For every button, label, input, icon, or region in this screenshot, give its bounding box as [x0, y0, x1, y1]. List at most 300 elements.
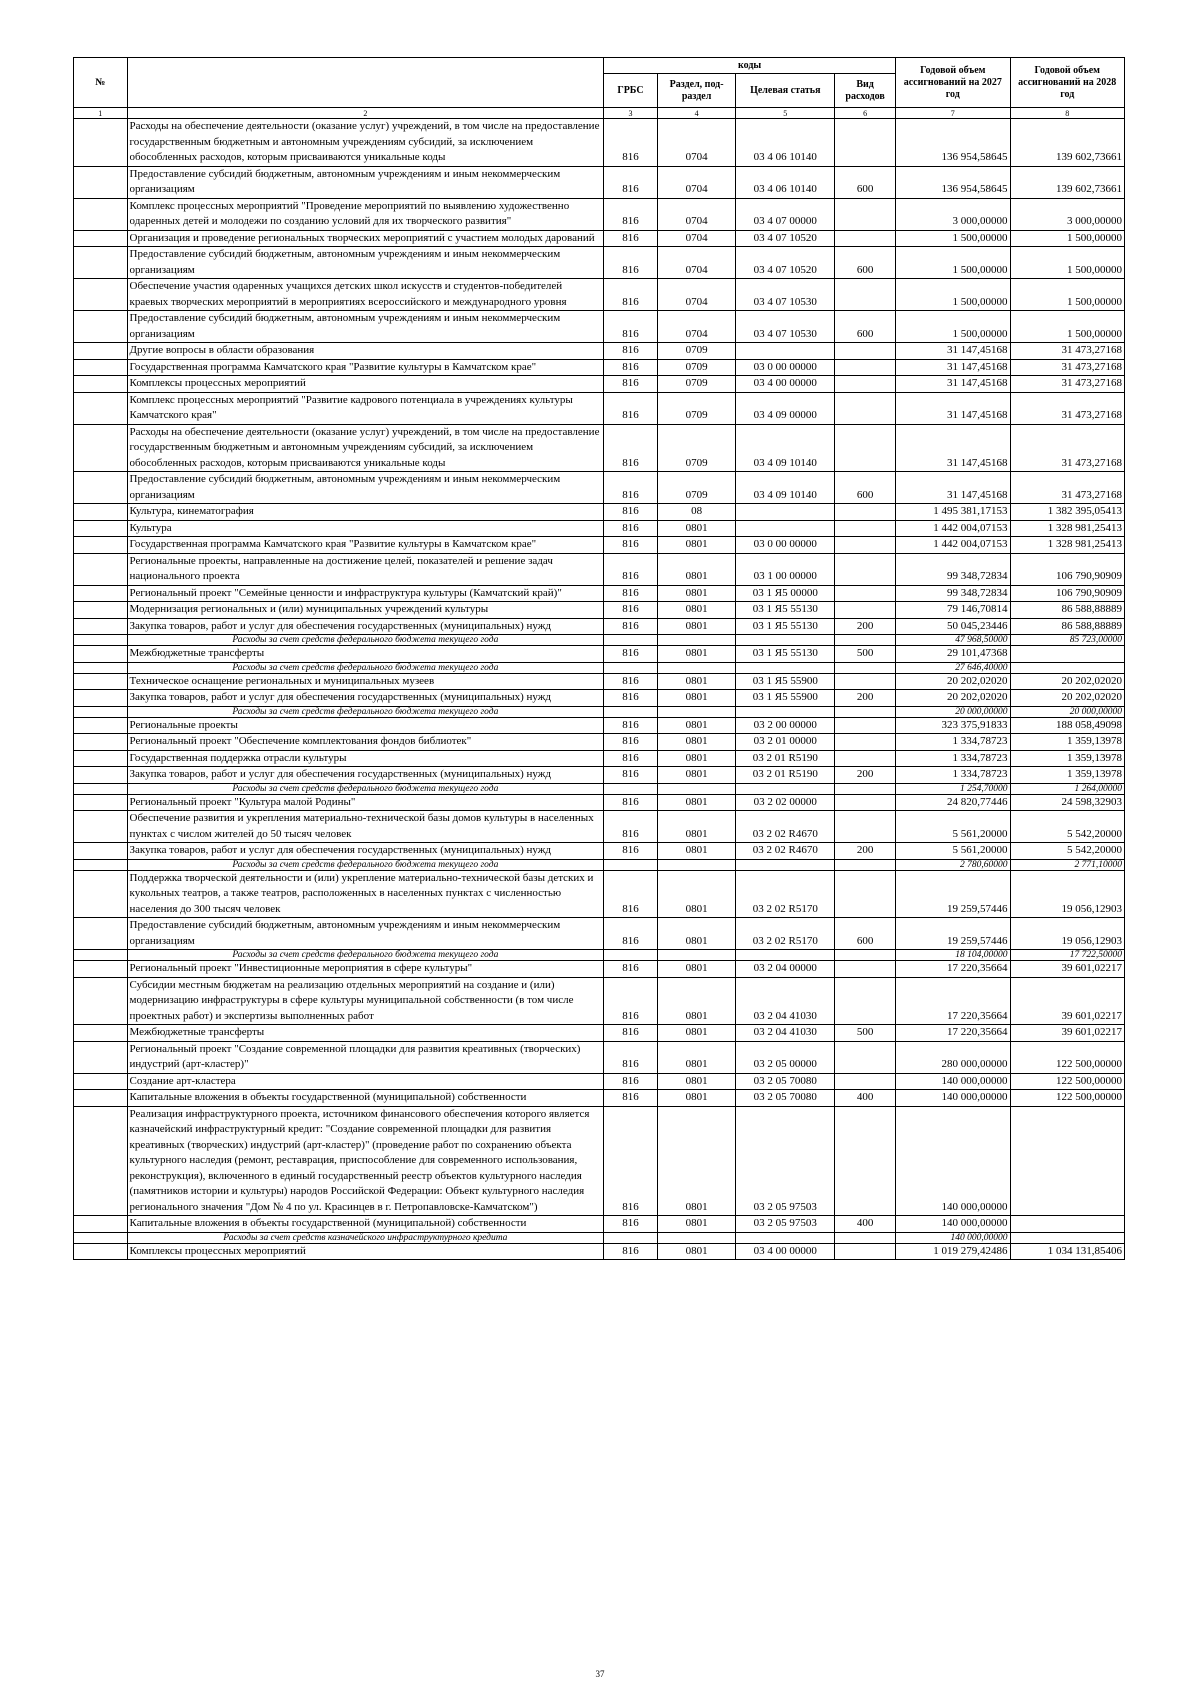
row-grbs	[604, 859, 658, 870]
row-target	[736, 706, 835, 717]
row-target: 03 4 00 00000	[736, 376, 835, 393]
row-section: 0704	[657, 279, 736, 311]
note-amount-2027: 47 968,50000	[896, 635, 1010, 646]
row-name: Субсидии местным бюджетам на реализацию отдельных мероприятий на создание и (или) модернизацию инфраструктуры в сфере культуры муниципальной собственности (в том числе проектных работ) и экспертизы выполненных работ	[127, 977, 604, 1025]
row-amount-2028: 3 000,00000	[1010, 198, 1125, 230]
note-amount-2027: 2 780,60000	[896, 859, 1010, 870]
row-amount-2027: 5 561,20000	[896, 843, 1010, 860]
row-num	[74, 950, 128, 961]
row-grbs: 816	[604, 247, 658, 279]
row-name: Региональный проект "Инвестиционные мероприятия в сфере культуры"	[127, 961, 604, 978]
table-row	[74, 602, 1125, 619]
row-grbs: 816	[604, 961, 658, 978]
row-name: Предоставление субсидий бюджетным, автономным учреждениям и иным некоммерческим организациям	[127, 166, 604, 198]
row-num	[74, 230, 128, 247]
appropriations-table	[73, 57, 1125, 1260]
row-grbs: 816	[604, 520, 658, 537]
row-exp-type	[835, 673, 896, 690]
header-exp-type: Вид расходов	[835, 74, 896, 108]
row-exp-type	[835, 662, 896, 673]
row-grbs: 816	[604, 553, 658, 585]
row-target: 03 2 05 70080	[736, 1073, 835, 1090]
row-name: Модернизация региональных и (или) муниципальных учреждений культуры	[127, 602, 604, 619]
table-row	[74, 977, 1125, 1025]
row-section: 0801	[657, 843, 736, 860]
row-grbs	[604, 1232, 658, 1243]
row-num	[74, 343, 128, 360]
row-name: Предоставление субсидий бюджетным, автономным учреждениям и иным некоммерческим организациям	[127, 472, 604, 504]
row-section: 0709	[657, 343, 736, 360]
row-amount-2027: 31 147,45168	[896, 392, 1010, 424]
row-amount-2028: 1 500,00000	[1010, 311, 1125, 343]
row-grbs: 816	[604, 472, 658, 504]
row-num	[74, 662, 128, 673]
row-num	[74, 618, 128, 635]
footnote-row	[74, 706, 1125, 717]
row-amount-2027: 5 561,20000	[896, 811, 1010, 843]
header-section: Раздел, под-раздел	[657, 74, 736, 108]
row-section: 0801	[657, 520, 736, 537]
row-target	[736, 504, 835, 521]
row-grbs: 816	[604, 1216, 658, 1233]
row-section: 0801	[657, 1216, 736, 1233]
row-section: 0704	[657, 166, 736, 198]
row-section: 0801	[657, 794, 736, 811]
row-target: 03 1 Я5 55900	[736, 673, 835, 690]
table-row	[74, 843, 1125, 860]
row-amount-2027: 29 101,47368	[896, 646, 1010, 663]
table-row	[74, 537, 1125, 554]
row-target: 03 2 04 41030	[736, 1025, 835, 1042]
row-amount-2028: 31 473,27168	[1010, 343, 1125, 360]
row-num	[74, 553, 128, 585]
row-section: 0801	[657, 717, 736, 734]
row-target: 03 4 09 00000	[736, 392, 835, 424]
row-grbs: 816	[604, 811, 658, 843]
row-section: 0709	[657, 472, 736, 504]
row-exp-type	[835, 635, 896, 646]
row-grbs	[604, 950, 658, 961]
note-amount-2027: 1 254,70000	[896, 783, 1010, 794]
row-target: 03 2 00 00000	[736, 717, 835, 734]
row-num	[74, 859, 128, 870]
row-target	[736, 783, 835, 794]
row-num	[74, 504, 128, 521]
table-row	[74, 618, 1125, 635]
row-name: Закупка товаров, работ и услуг для обеспечения государственных (муниципальных) нужд	[127, 843, 604, 860]
header-index-1: 1	[74, 108, 128, 119]
row-grbs: 816	[604, 1073, 658, 1090]
row-name: Государственная программа Камчатского края "Развитие культуры в Камчатском крае"	[127, 359, 604, 376]
row-grbs: 816	[604, 119, 658, 167]
row-amount-2028: 31 473,27168	[1010, 376, 1125, 393]
row-name: Культура, кинематография	[127, 504, 604, 521]
row-amount-2027: 1 495 381,17153	[896, 504, 1010, 521]
row-amount-2027: 17 220,35664	[896, 1025, 1010, 1042]
row-exp-type: 200	[835, 618, 896, 635]
row-section: 0801	[657, 1106, 736, 1216]
row-amount-2027: 280 000,00000	[896, 1041, 1010, 1073]
footnote-row	[74, 859, 1125, 870]
header-target: Целевая статья	[736, 74, 835, 108]
table-row	[74, 311, 1125, 343]
table-row	[74, 553, 1125, 585]
row-num	[74, 1232, 128, 1243]
note-label: Расходы за счет средств федерального бюджета текущего года	[127, 706, 604, 717]
row-amount-2028: 86 588,88889	[1010, 618, 1125, 635]
row-grbs: 816	[604, 359, 658, 376]
row-num	[74, 734, 128, 751]
row-num	[74, 918, 128, 950]
row-target: 03 2 04 00000	[736, 961, 835, 978]
row-exp-type	[835, 1243, 896, 1260]
row-num	[74, 1041, 128, 1073]
row-section	[657, 662, 736, 673]
row-target: 03 4 07 10520	[736, 230, 835, 247]
row-section: 0801	[657, 585, 736, 602]
row-exp-type	[835, 279, 896, 311]
header-name-blank	[127, 58, 604, 108]
row-num	[74, 119, 128, 167]
row-amount-2027: 1 442 004,07153	[896, 520, 1010, 537]
row-exp-type: 500	[835, 1025, 896, 1042]
row-exp-type: 600	[835, 311, 896, 343]
row-target: 03 4 00 00000	[736, 1243, 835, 1260]
row-section: 0801	[657, 811, 736, 843]
row-grbs: 816	[604, 602, 658, 619]
row-section	[657, 950, 736, 961]
table-row	[74, 376, 1125, 393]
row-grbs: 816	[604, 870, 658, 918]
row-num	[74, 247, 128, 279]
row-exp-type	[835, 870, 896, 918]
row-name: Межбюджетные трансферты	[127, 1025, 604, 1042]
row-amount-2028: 39 601,02217	[1010, 977, 1125, 1025]
row-grbs: 816	[604, 343, 658, 360]
row-amount-2028: 19 056,12903	[1010, 918, 1125, 950]
note-amount-2028: 20 000,00000	[1010, 706, 1125, 717]
row-exp-type	[835, 1232, 896, 1243]
row-target: 03 2 02 R4670	[736, 843, 835, 860]
row-amount-2028: 31 473,27168	[1010, 392, 1125, 424]
row-amount-2028: 1 359,13978	[1010, 734, 1125, 751]
row-amount-2027: 140 000,00000	[896, 1073, 1010, 1090]
row-exp-type	[835, 717, 896, 734]
row-section: 0704	[657, 198, 736, 230]
row-num	[74, 635, 128, 646]
row-exp-type: 600	[835, 247, 896, 279]
row-grbs: 816	[604, 166, 658, 198]
row-name: Предоставление субсидий бюджетным, автономным учреждениям и иным некоммерческим организациям	[127, 918, 604, 950]
row-amount-2028: 31 473,27168	[1010, 359, 1125, 376]
footnote-row	[74, 783, 1125, 794]
row-section: 0709	[657, 359, 736, 376]
row-grbs: 816	[604, 279, 658, 311]
note-amount-2028: 1 264,00000	[1010, 783, 1125, 794]
row-section: 0704	[657, 311, 736, 343]
row-exp-type	[835, 706, 896, 717]
table-row	[74, 1216, 1125, 1233]
row-name: Расходы на обеспечение деятельности (оказание услуг) учреждений, в том числе на предоставление государственным бюджетным и автономным учреждениям субсидий, за исключением обособленных расходов, которым присваиваются уникальные коды	[127, 119, 604, 167]
budget-sheet	[73, 57, 1125, 1260]
row-target: 03 4 07 10530	[736, 311, 835, 343]
row-exp-type	[835, 119, 896, 167]
row-section: 0801	[657, 690, 736, 707]
row-target	[736, 635, 835, 646]
header-index-8: 8	[1010, 108, 1125, 119]
note-amount-2028	[1010, 662, 1125, 673]
header-index-7: 7	[896, 108, 1010, 119]
row-amount-2027: 31 147,45168	[896, 424, 1010, 472]
row-section: 0704	[657, 230, 736, 247]
row-target: 03 4 09 10140	[736, 424, 835, 472]
row-amount-2028: 1 500,00000	[1010, 247, 1125, 279]
header-2027: Годовой объем ассигнований на 2027 год	[896, 58, 1010, 108]
row-exp-type: 600	[835, 918, 896, 950]
row-num	[74, 537, 128, 554]
row-amount-2027: 19 259,57446	[896, 918, 1010, 950]
row-amount-2028: 5 542,20000	[1010, 843, 1125, 860]
row-section: 0801	[657, 1025, 736, 1042]
row-name: Региональные проекты	[127, 717, 604, 734]
table-row	[74, 392, 1125, 424]
row-amount-2028	[1010, 1106, 1125, 1216]
row-amount-2028: 1 359,13978	[1010, 750, 1125, 767]
row-amount-2027: 1 334,78723	[896, 767, 1010, 784]
row-num	[74, 673, 128, 690]
row-amount-2027: 79 146,70814	[896, 602, 1010, 619]
row-section: 0801	[657, 767, 736, 784]
row-num	[74, 376, 128, 393]
row-amount-2028: 31 473,27168	[1010, 424, 1125, 472]
header-grbs: ГРБС	[604, 74, 658, 108]
row-grbs: 816	[604, 750, 658, 767]
row-target: 03 2 05 00000	[736, 1041, 835, 1073]
footnote-row	[74, 1232, 1125, 1243]
row-section: 0801	[657, 870, 736, 918]
row-name: Другие вопросы в области образования	[127, 343, 604, 360]
row-name: Комплекс процессных мероприятий "Проведение мероприятий по выявлению художественно одаренных детей и молодежи по созданию условий для их творческого развития"	[127, 198, 604, 230]
row-name: Поддержка творческой деятельности и (или) укрепление материально-технической базы детских и кукольных театров, а также театров, расположенных в населенных пунктах с численностью населения до 300 тысяч человек	[127, 870, 604, 918]
row-amount-2027: 50 045,23446	[896, 618, 1010, 635]
row-grbs	[604, 662, 658, 673]
row-target: 03 1 Я5 55130	[736, 602, 835, 619]
row-exp-type	[835, 811, 896, 843]
row-amount-2028: 5 542,20000	[1010, 811, 1125, 843]
row-grbs: 816	[604, 977, 658, 1025]
row-num	[74, 311, 128, 343]
row-section	[657, 1232, 736, 1243]
table-row	[74, 961, 1125, 978]
row-name: Региональный проект "Культура малой Родины"	[127, 794, 604, 811]
row-section: 0801	[657, 618, 736, 635]
row-exp-type: 600	[835, 166, 896, 198]
note-label: Расходы за счет средств федерального бюджета текущего года	[127, 783, 604, 794]
header-index-3: 3	[604, 108, 658, 119]
row-num	[74, 690, 128, 707]
row-num	[74, 717, 128, 734]
row-section	[657, 859, 736, 870]
row-name: Расходы на обеспечение деятельности (оказание услуг) учреждений, в том числе на предоставление государственным бюджетным и автономным учреждениям субсидий, за исключением обособленных расходов, которым присваиваются уникальные коды	[127, 424, 604, 472]
row-target: 03 4 07 10520	[736, 247, 835, 279]
row-amount-2027: 140 000,00000	[896, 1090, 1010, 1107]
row-exp-type	[835, 537, 896, 554]
row-num	[74, 794, 128, 811]
row-section: 0801	[657, 918, 736, 950]
row-amount-2027: 24 820,77446	[896, 794, 1010, 811]
row-grbs: 816	[604, 230, 658, 247]
row-section	[657, 635, 736, 646]
row-target: 03 4 07 00000	[736, 198, 835, 230]
note-label: Расходы за счет средств казначейского инфраструктурного кредита	[127, 1232, 604, 1243]
table-row	[74, 230, 1125, 247]
row-num	[74, 602, 128, 619]
note-amount-2027: 140 000,00000	[896, 1232, 1010, 1243]
header-index-6: 6	[835, 108, 896, 119]
row-amount-2027: 17 220,35664	[896, 977, 1010, 1025]
row-section: 0801	[657, 1090, 736, 1107]
row-target	[736, 950, 835, 961]
row-num	[74, 279, 128, 311]
row-amount-2028: 1 500,00000	[1010, 279, 1125, 311]
table-row	[74, 279, 1125, 311]
row-amount-2027: 1 334,78723	[896, 734, 1010, 751]
row-name: Региональный проект "Семейные ценности и инфраструктура культуры (Камчатский край)"	[127, 585, 604, 602]
row-amount-2028: 39 601,02217	[1010, 1025, 1125, 1042]
row-exp-type	[835, 783, 896, 794]
row-exp-type	[835, 230, 896, 247]
row-amount-2027: 1 334,78723	[896, 750, 1010, 767]
row-amount-2028: 188 058,49098	[1010, 717, 1125, 734]
note-amount-2028: 85 723,00000	[1010, 635, 1125, 646]
row-amount-2027: 1 500,00000	[896, 247, 1010, 279]
row-amount-2027: 99 348,72834	[896, 585, 1010, 602]
row-name: Техническое оснащение региональных и муниципальных музеев	[127, 673, 604, 690]
note-amount-2028: 17 722,50000	[1010, 950, 1125, 961]
row-amount-2027: 31 147,45168	[896, 472, 1010, 504]
row-exp-type	[835, 585, 896, 602]
row-section: 0801	[657, 1073, 736, 1090]
row-amount-2027: 17 220,35664	[896, 961, 1010, 978]
table-row	[74, 690, 1125, 707]
table-row	[74, 1090, 1125, 1107]
table-row	[74, 119, 1125, 167]
table-row	[74, 247, 1125, 279]
row-exp-type	[835, 343, 896, 360]
row-num	[74, 424, 128, 472]
row-section: 0801	[657, 646, 736, 663]
row-target: 03 2 02 R5170	[736, 918, 835, 950]
row-amount-2027: 136 954,58645	[896, 119, 1010, 167]
row-exp-type	[835, 961, 896, 978]
row-grbs: 816	[604, 504, 658, 521]
table-row	[74, 811, 1125, 843]
row-grbs: 816	[604, 717, 658, 734]
row-grbs: 816	[604, 843, 658, 860]
row-num	[74, 646, 128, 663]
row-num	[74, 1073, 128, 1090]
row-target: 03 2 02 00000	[736, 794, 835, 811]
row-amount-2027: 31 147,45168	[896, 343, 1010, 360]
note-label: Расходы за счет средств федерального бюджета текущего года	[127, 950, 604, 961]
row-exp-type	[835, 750, 896, 767]
row-exp-type	[835, 950, 896, 961]
row-target: 03 4 07 10530	[736, 279, 835, 311]
row-exp-type	[835, 1106, 896, 1216]
row-target: 03 2 02 R4670	[736, 811, 835, 843]
row-amount-2027: 1 442 004,07153	[896, 537, 1010, 554]
row-amount-2027: 20 202,02020	[896, 673, 1010, 690]
row-exp-type: 400	[835, 1090, 896, 1107]
table-row	[74, 918, 1125, 950]
row-exp-type	[835, 1041, 896, 1073]
row-target: 03 2 05 70080	[736, 1090, 835, 1107]
row-target: 03 4 06 10140	[736, 119, 835, 167]
row-section: 0801	[657, 1243, 736, 1260]
page-number: 37	[595, 1669, 605, 1679]
table-row	[74, 520, 1125, 537]
row-amount-2028: 1 034 131,85406	[1010, 1243, 1125, 1260]
row-num	[74, 166, 128, 198]
row-exp-type: 500	[835, 646, 896, 663]
row-section: 0801	[657, 673, 736, 690]
row-section: 0709	[657, 392, 736, 424]
footnote-row	[74, 950, 1125, 961]
row-grbs: 816	[604, 1041, 658, 1073]
row-target: 03 1 00 00000	[736, 553, 835, 585]
row-grbs: 816	[604, 618, 658, 635]
row-num	[74, 1106, 128, 1216]
header-index-5: 5	[736, 108, 835, 119]
row-name: Создание арт-кластера	[127, 1073, 604, 1090]
note-amount-2027: 27 646,40000	[896, 662, 1010, 673]
row-amount-2028: 1 382 395,05413	[1010, 504, 1125, 521]
row-section: 0801	[657, 537, 736, 554]
row-exp-type	[835, 602, 896, 619]
row-exp-type: 400	[835, 1216, 896, 1233]
row-amount-2027: 31 147,45168	[896, 359, 1010, 376]
row-num	[74, 472, 128, 504]
row-exp-type: 200	[835, 843, 896, 860]
row-exp-type	[835, 794, 896, 811]
row-grbs: 816	[604, 1243, 658, 1260]
row-grbs: 816	[604, 673, 658, 690]
row-target: 03 2 01 00000	[736, 734, 835, 751]
row-amount-2027: 1 019 279,42486	[896, 1243, 1010, 1260]
footnote-row	[74, 635, 1125, 646]
row-amount-2027: 1 500,00000	[896, 230, 1010, 247]
row-amount-2027: 136 954,58645	[896, 166, 1010, 198]
row-name: Закупка товаров, работ и услуг для обеспечения государственных (муниципальных) нужд	[127, 690, 604, 707]
row-grbs: 816	[604, 1090, 658, 1107]
row-name: Обеспечение развития и укрепления материально-технической базы домов культуры в населенных пунктах с числом жителей до 50 тысяч человек	[127, 811, 604, 843]
row-exp-type: 200	[835, 690, 896, 707]
row-target	[736, 662, 835, 673]
table-row	[74, 472, 1125, 504]
row-grbs	[604, 635, 658, 646]
row-amount-2028: 139 602,73661	[1010, 166, 1125, 198]
row-exp-type: 600	[835, 472, 896, 504]
row-name: Комплексы процессных мероприятий	[127, 376, 604, 393]
row-name: Предоставление субсидий бюджетным, автономным учреждениям и иным некоммерческим организациям	[127, 247, 604, 279]
row-section: 08	[657, 504, 736, 521]
row-target	[736, 859, 835, 870]
row-name: Организация и проведение региональных творческих мероприятий с участием молодых дарований	[127, 230, 604, 247]
row-target: 03 1 Я5 55900	[736, 690, 835, 707]
row-section: 0801	[657, 961, 736, 978]
row-exp-type	[835, 859, 896, 870]
table-row	[74, 504, 1125, 521]
